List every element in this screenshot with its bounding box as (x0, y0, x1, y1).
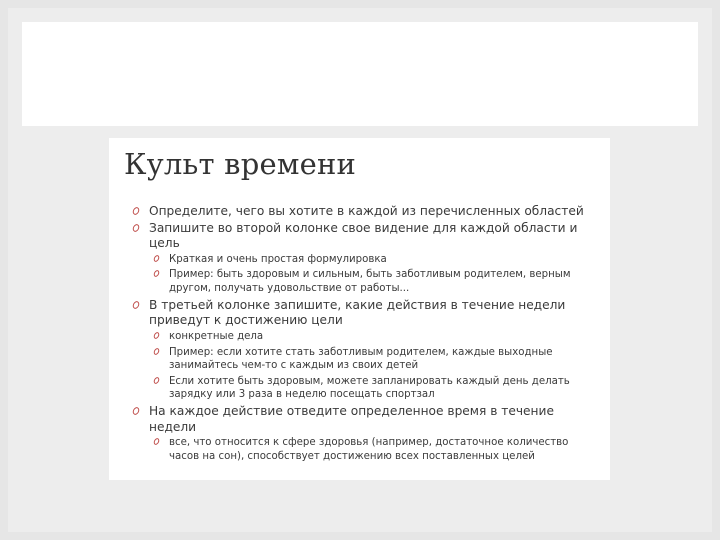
list-item (121, 330, 598, 343)
list-item (121, 298, 598, 329)
bullet-text: На каждое действие отведите определенное время в течение недели (149, 404, 554, 434)
list-item (121, 253, 598, 266)
bullet-text: Краткая и очень простая формулировка (169, 253, 387, 265)
bullet-text: Запишите во второй колонке свое видение для каждой области и цель (149, 220, 578, 250)
list-item (121, 204, 598, 220)
bullet-text: Если хотите быть здоровым, можете запланировать каждый день делать зарядку или 3 раза в неделю посещать спортзал (169, 375, 570, 401)
bullet-text: Пример: быть здоровым и сильным, быть заботливым родителем, верным другом, получать удовольствие от работы... (169, 269, 571, 294)
list-item (121, 404, 598, 435)
bullet-text: Пример: если хотите стать заботливым родителем, каждые выходные занимайтесь чем-то с каждым из своих детей (169, 346, 553, 372)
slide-title: Культ времени (124, 147, 357, 181)
bullet-text: В третьей колонке запишите, какие действия в течение недели приведут к достижению цели (149, 297, 566, 328)
bullet-icon (131, 300, 140, 310)
bullet-icon (153, 347, 161, 356)
bullet-icon (153, 331, 161, 340)
list-item (121, 436, 598, 463)
bullet-icon (131, 406, 140, 416)
bullet-icon (153, 254, 161, 263)
slide-content-panel (109, 138, 610, 480)
bullet-text: конкретные дела (169, 330, 264, 342)
bullet-icon (131, 206, 140, 216)
bullet-icon (153, 376, 161, 385)
header-band (22, 22, 698, 126)
list-item (121, 221, 598, 252)
bullet-icon (153, 270, 161, 279)
list-item (121, 375, 598, 402)
list-item (121, 268, 598, 295)
bullet-text: все, что относится к сфере здоровья (например, достаточное количество часов на сон), способствует достижению всех поставленных целей (169, 437, 569, 462)
bullet-text: Определите, чего вы хотите в каждой из перечисленных областей (149, 204, 584, 218)
bullet-list (121, 204, 598, 463)
bullet-icon (153, 437, 161, 446)
bullet-icon (131, 223, 140, 233)
list-item (121, 346, 598, 373)
